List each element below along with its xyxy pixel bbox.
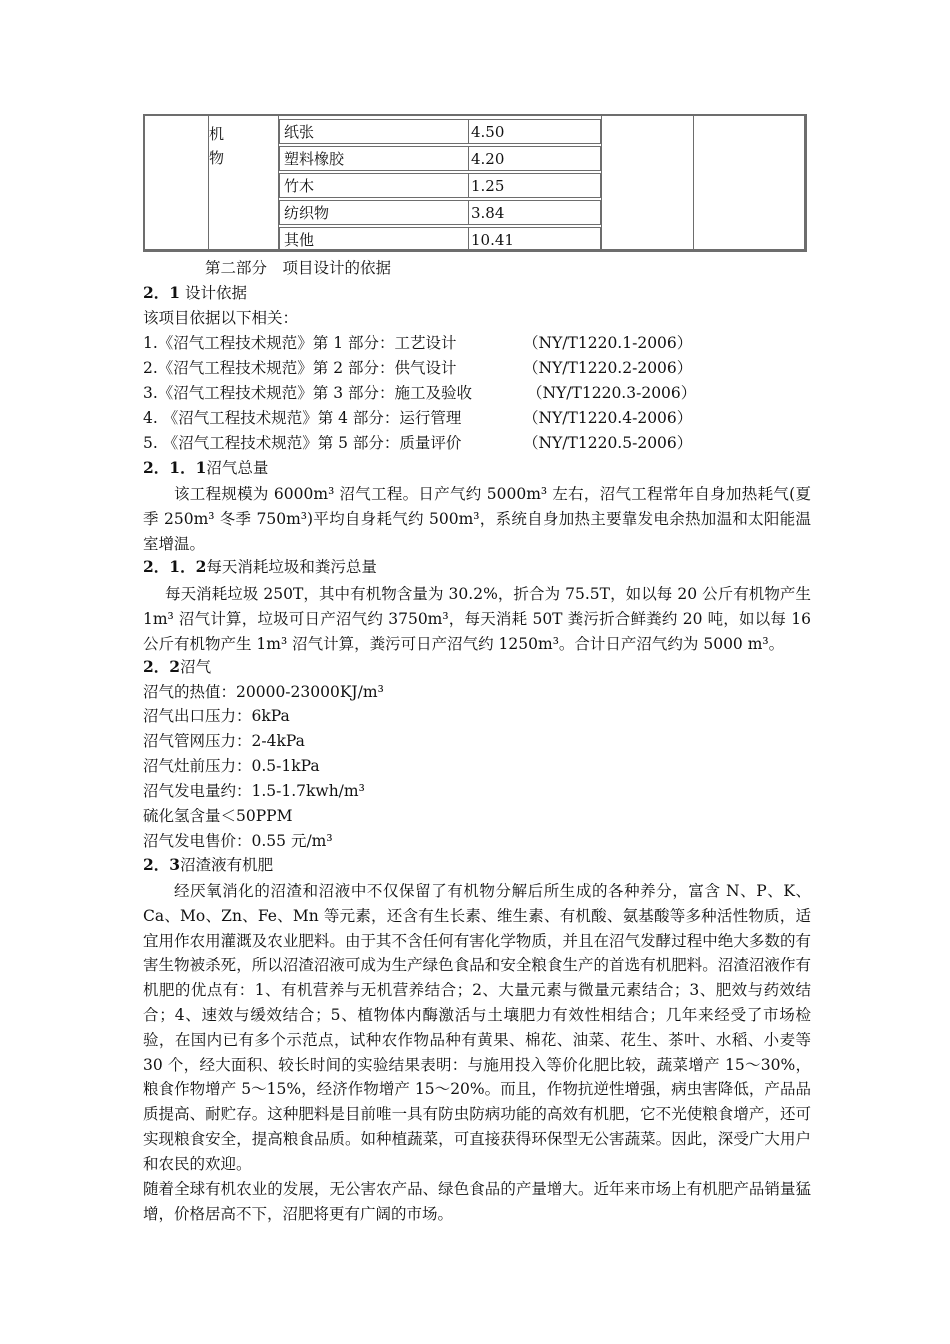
heading-2-1-1 [143,458,268,478]
row-value: 1.25 [471,177,505,195]
row-name: 其他 [284,231,315,249]
row-name: 竹木 [284,177,315,195]
row-value: 4.50 [471,123,505,141]
heading-title: 设计依据 [185,284,248,302]
spec-code: （NY/T1220.3-2006） [527,384,697,402]
row-name: 塑料橡胶 [284,150,345,168]
spec-code: （NY/T1220.1-2006） [523,334,693,352]
table-row [279,146,601,171]
heading-2-1-2 [143,557,377,577]
table-divider [693,116,694,249]
heading-number: 2．3 [143,855,181,874]
intro-text: 该项目依据以下相关： [143,309,299,327]
spec-text: 1.《沼气工程技术规范》第 1 部分：工艺设计 [143,334,457,352]
param-line: 沼气出口压力：6kPa [143,707,290,725]
table-row [279,119,601,144]
heading-number: 2．1．2 [143,557,207,576]
param-line: 沼气发电量约：1.5-1.7kwh/m³ [143,782,365,800]
paragraph-market: 随着全球有机农业的发展，无公害农产品、绿色食品的产量增大。近年来市场上有机肥产品销量猛增，价格居高不下，沼肥将更有广阔的市场。 [143,1180,811,1223]
spec-item [143,408,693,428]
spec-text: 5. 《沼气工程技术规范》第 5 部分：质量评价 [143,434,462,452]
heading-number: 2．2 [143,657,181,676]
row-value: 10.41 [471,231,514,249]
paragraph-total-gas: 该工程规模为 6000m³ 沼气工程。日产气约 5000m³ 左右，沼气工程常年自身加热耗气(夏季 250m³ 冬季 750m³)平均自身耗气约 500m³，系统自身加热主要靠发电余热加温和太阳能温室增温。 [143,485,811,553]
row-value: 4.20 [471,150,505,168]
spec-item [143,333,693,353]
heading-2-2 [143,657,211,677]
spec-text: 2.《沼气工程技术规范》第 2 部分：供气设计 [143,359,457,377]
param-line: 沼气管网压力：2-4kPa [143,732,305,750]
spec-item [143,433,693,453]
table-row [279,200,601,225]
part-title: 第二部分 项目设计的依据 [205,259,392,277]
composition-table [143,114,807,252]
paragraph-fertilizer: 经厌氧消化的沼渣和沼液中不仅保留了有机物分解后所生成的各种养分，富含 N、P、K、Ca、Mo、Zn、Fe、Mn 等元素，还含有生长素、维生素、有机酸、氨基酸等多种活性物质，适宜用作农用灌溉及农业肥料。由于其不含任何有害化学物质，并且在沼气发酵过程中绝大多数的有害生物被杀死，所以沼渣沼液可成为生产绿色食品和安全粮食生产的首选有机肥料。沼渣沼液作有机肥的优点有：1、有机营养与无机营养结合；2、大量元素与微量元素结合；3、肥效与药效结合；4、速效与缓效结合；5、植物体内酶激活与土壤肥力有效性相结合；几年来经受了市场检验，在国内已有多个示范点，试种农作物品种有黄果、棉花、油菜、花生、茶叶、水稻、小麦等 30 个，经大面积、较长时间的实验结果表明：与施用投入等价化肥比较，蔬菜增产 15～30%，粮食作物增产 5～15%，经济作物增产 15～20%。而且，作物抗逆性增强，病虫害降低，产品品质提高、耐贮存。这种肥料是目前唯一具有防虫防病功能的高效有机肥，它不光使粮食增产，还可实现粮食安全，提高粮食品质。如种植蔬菜，可直接获得环保型无公害蔬菜。因此，深受广大用户和农民的欢迎。 [143,882,811,1173]
heading-title: 沼气总量 [206,459,269,477]
row-name: 纸张 [284,123,315,141]
heading-2-3 [143,855,273,875]
spec-text: 4. 《沼气工程技术规范》第 4 部分：运行管理 [143,409,462,427]
heading-title: 每天消耗垃圾和粪污总量 [206,558,377,576]
table-category-label: 机 物 [209,125,225,167]
param-line: 硫化氢含量＜50PPM [143,807,293,825]
row-name: 纺织物 [284,204,330,222]
heading-title: 沼气 [180,658,212,676]
spec-code: （NY/T1220.4-2006） [523,409,693,427]
table-divider [601,116,602,249]
row-value: 3.84 [471,204,505,222]
spec-code: （NY/T1220.2-2006） [523,359,693,377]
table-row [279,227,601,252]
heading-number: 2．1．1 [143,458,207,477]
param-line: 沼气发电售价：0.55 元/m³ [143,832,333,850]
heading-2-1 [143,283,247,303]
spec-item [143,358,693,378]
paragraph-daily-consumption: 每天消耗垃圾 250T，其中有机物含量为 30.2%，折合为 75.5T，如以每 20 公斤有机物产生 1m³ 沼气计算，垃圾可日产沼气约 3750m³，每天消耗 50T 粪污折合鲜粪约 20 吨，如以每 16 公斤有机物产生 1m³ 沼气计算，粪污可日产沼气约 1250m³。合计日产沼气约为 5000 m³。 [143,585,811,653]
spec-item [143,383,697,403]
param-line: 沼气灶前压力：0.5-1kPa [143,757,320,775]
spec-text: 3.《沼气工程技术规范》第 3 部分：施工及验收 [143,384,473,402]
heading-number: 2．1 [143,283,181,302]
table-row [279,173,601,198]
heading-title: 沼渣液有机肥 [180,856,274,874]
spec-code: （NY/T1220.5-2006） [523,434,693,452]
param-line: 沼气的热值：20000-23000KJ/m³ [143,683,384,701]
